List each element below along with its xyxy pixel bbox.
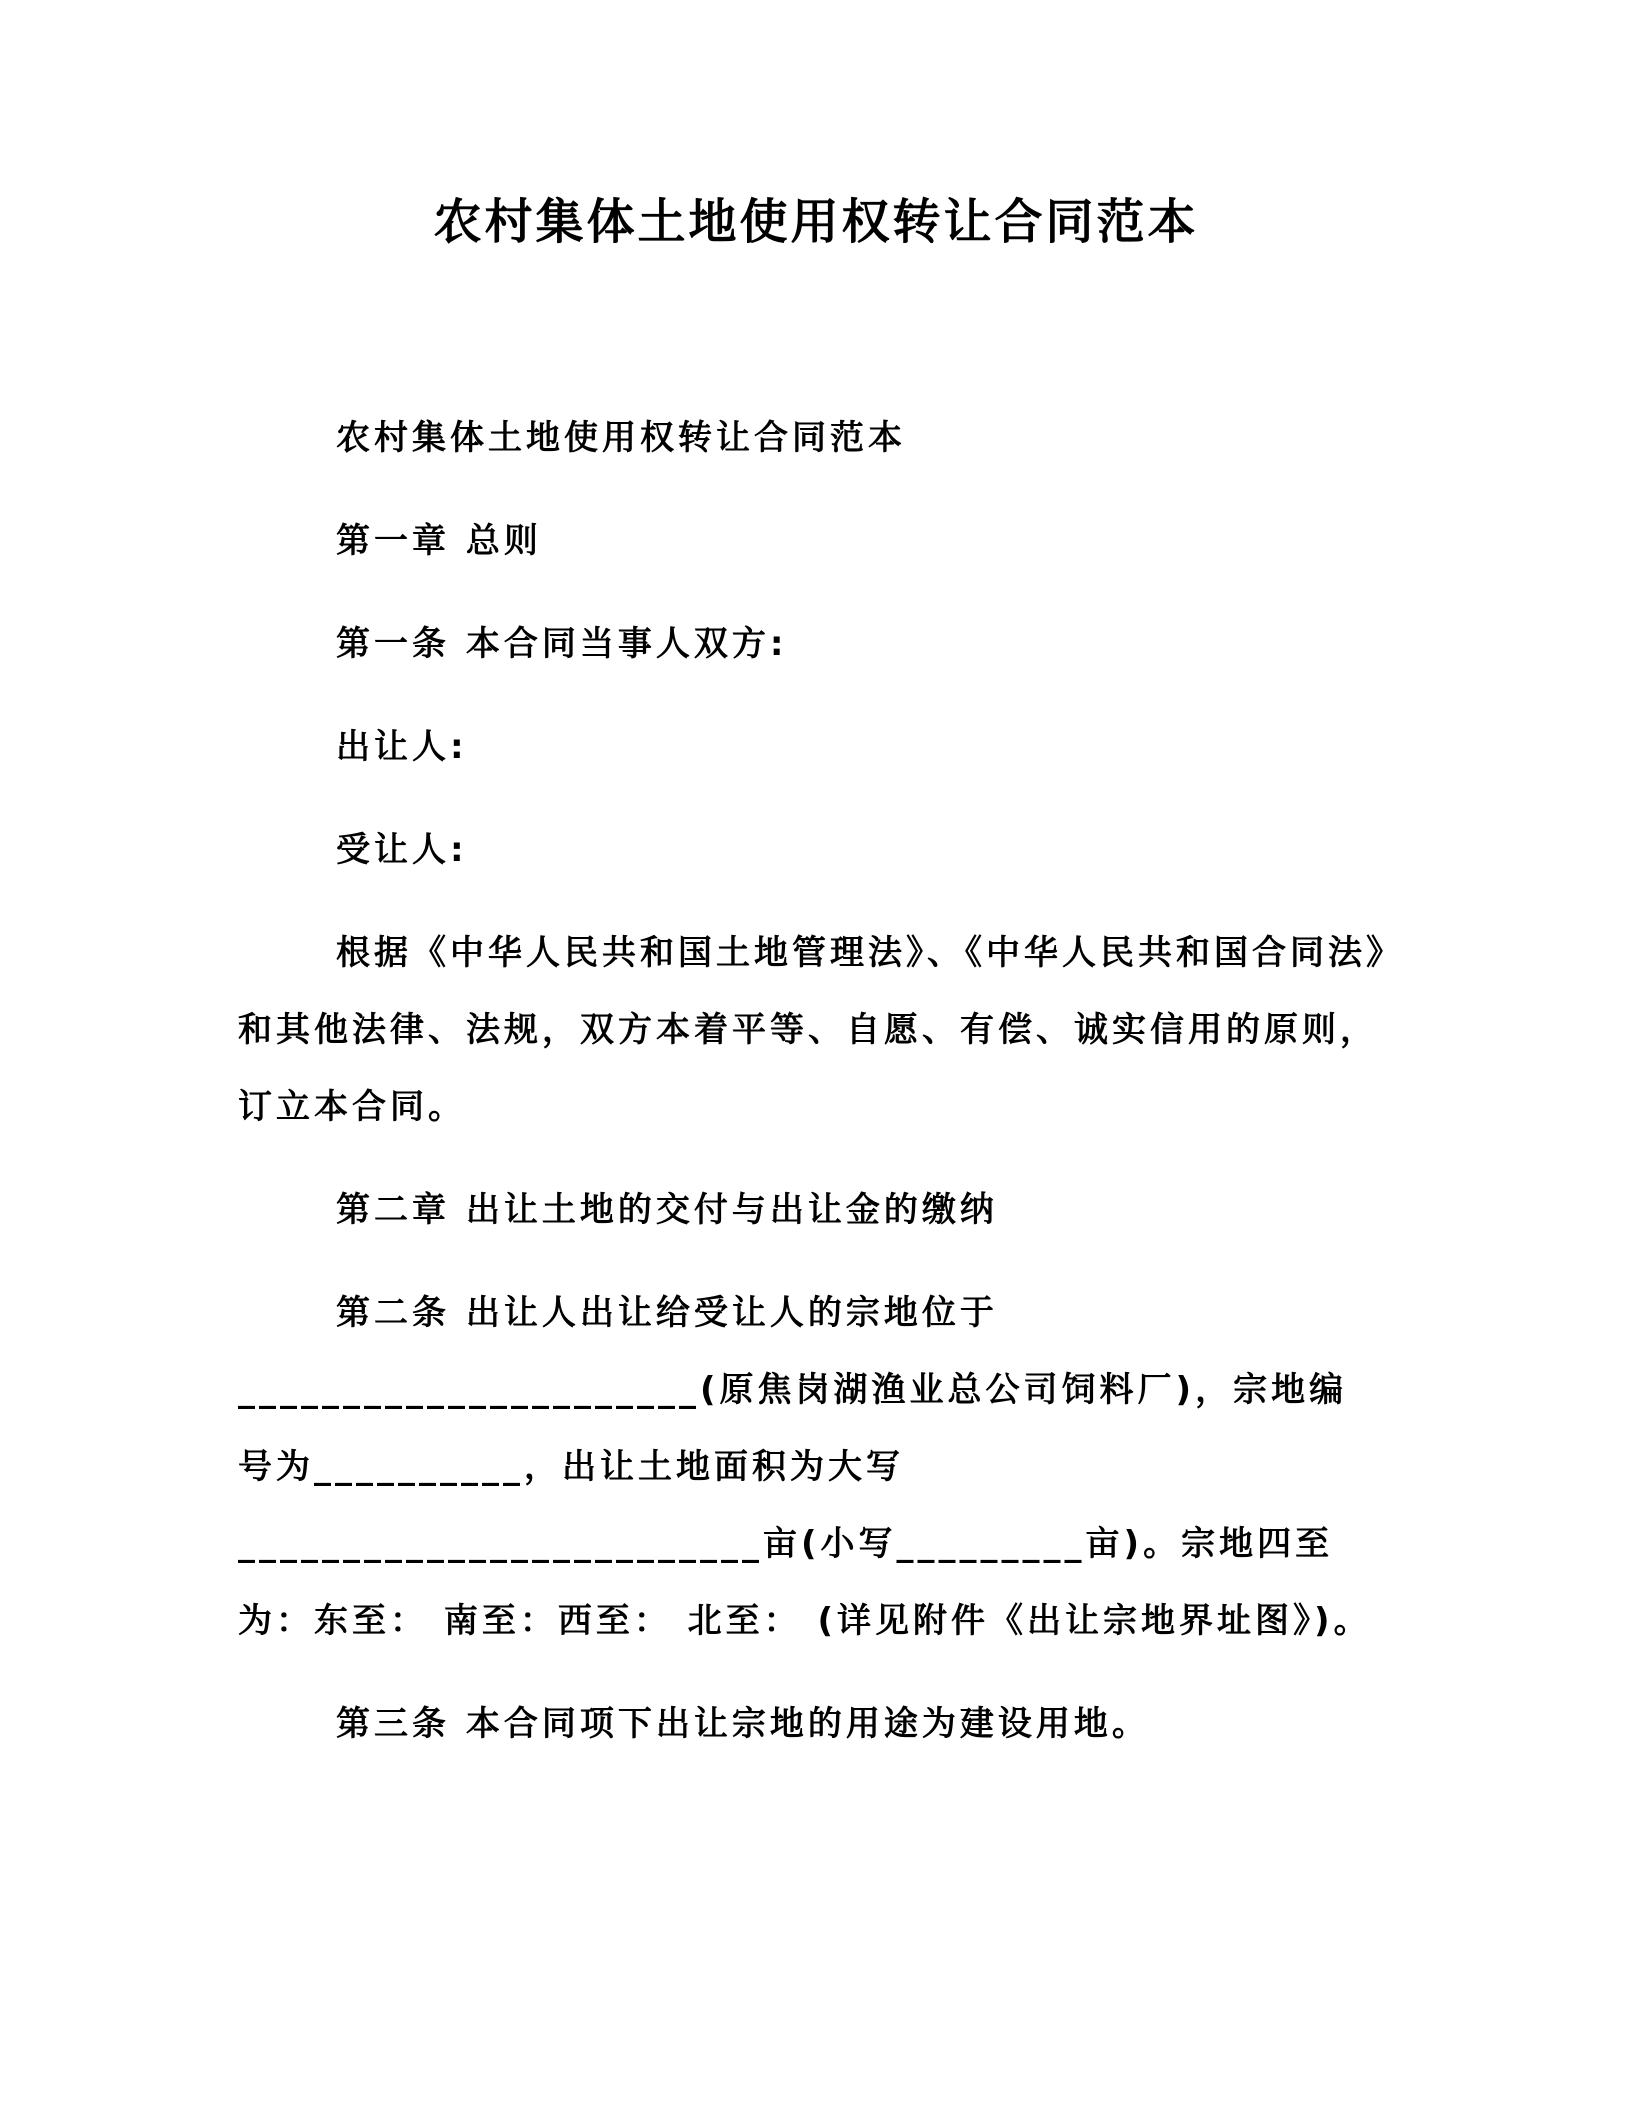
article-2-line-1: 第二条 出让人出让给受让人的宗地位于 [336, 1293, 998, 1333]
paragraph-transferee-field [238, 812, 1482, 889]
article-3-line: 第三条 本合同项下出让宗地的用途为建设用地。 [336, 1704, 1150, 1744]
chapter-1-heading-line: 第一章 总则 [336, 521, 542, 561]
document-title: 农村集体土地使用权转让合同范本 [433, 194, 1199, 250]
paragraph-legal-basis [238, 915, 1482, 1146]
article-2-line-5: 为：东至： 南至：西至： 北至： (详见附件《出让宗地界址图》)。 [238, 1601, 1372, 1641]
article-1-line: 第一条 本合同当事人双方: [336, 624, 788, 664]
paragraph-chapter-1-heading [238, 503, 1482, 580]
article-2-line-3: 号为__________，出让土地面积为大写 [238, 1447, 904, 1487]
paragraph-transferor-field [238, 709, 1482, 786]
legal-basis-line-1: 根据《中华人民共和国土地管理法》、《中华人民共和国合同法》 [336, 933, 1404, 973]
subtitle-line: 农村集体土地使用权转让合同范本 [336, 418, 906, 458]
document-body [0, 252, 1632, 1763]
legal-basis-line-3: 订立本合同。 [238, 1087, 466, 1127]
paragraph-subtitle [238, 400, 1482, 477]
paragraph-article-2 [238, 1275, 1482, 1660]
article-2-line-4: _________________________亩(小写_________亩)。宗地四至 [238, 1524, 1334, 1564]
transferee-field-line: 受让人: [336, 830, 468, 870]
paragraph-chapter-2-heading [238, 1172, 1482, 1249]
paragraph-article-1 [238, 606, 1482, 683]
article-2-line-2: ______________________(原焦岗湖渔业总公司饲料厂)，宗地编 [238, 1370, 1348, 1410]
paragraph-article-3 [238, 1686, 1482, 1763]
legal-basis-line-2: 和其他法律、法规，双方本着平等、自愿、有偿、诚实信用的原则， [238, 1010, 1378, 1050]
transferor-field-line: 出让人: [336, 727, 468, 767]
chapter-2-heading-line: 第二章 出让土地的交付与出让金的缴纳 [336, 1190, 998, 1230]
